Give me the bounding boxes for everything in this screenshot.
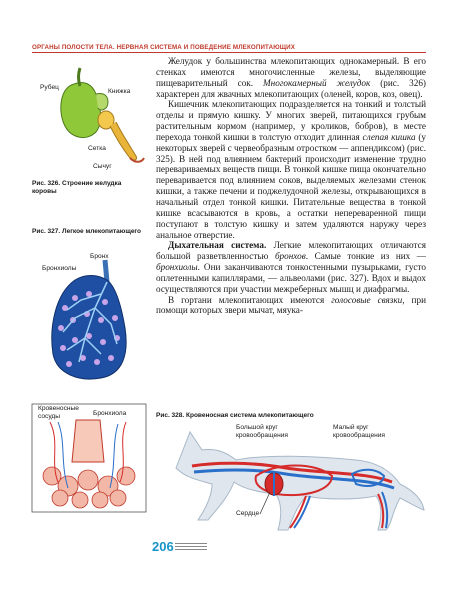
label-rumen: Рубец (40, 84, 59, 91)
paragraph-intestine (156, 99, 426, 240)
p4-text-a: В гортани млекопитающих имеются (168, 294, 332, 305)
label-heart: Сердце (236, 510, 260, 517)
caption-fig328: Рис. 328. Кровеносная система млекопитающего (156, 412, 314, 419)
p3-term-bronchi: бронхов (274, 251, 306, 262)
p4-text-b: , при помощи которых звери мычат, мяука- (156, 294, 426, 316)
body-text (156, 56, 426, 316)
p3-title: Дыхательная система. (168, 240, 267, 251)
p1-text-b: (рис. 326) характерен для жвачных млекопитающих (оленей, коров, коз, овец). (156, 77, 426, 99)
p2-text-a: Кишечник млекопитающих подразделяется на тонкий и толстый отделы и прямую кишку. У многих зверей, питающихся грубым растительным кормом (например, у кроликов, бобров), в месте перехода тонкой кишки в толстую отходит длинная (156, 99, 426, 142)
circulatory-system-illustration (156, 428, 426, 532)
p3-text-a: Легкие млекопитающих отличаются большой разветвленностью (156, 240, 426, 262)
label-reticulum: Сетка (88, 145, 106, 152)
label-bronchus: Бронх (90, 253, 109, 260)
label-bronchioles: Бронхиолы (42, 265, 77, 272)
p2-term: слепая кишка (362, 131, 416, 142)
caption-fig326: Рис. 326. Строение желудка коровы (32, 180, 122, 195)
paragraph-larynx (156, 295, 426, 317)
label-bronchiole: Бронхиола (93, 410, 127, 417)
p3-text-b: . Самые тонкие из них — (305, 251, 426, 262)
label-abomasum: Сычуг (93, 163, 112, 170)
paragraph-stomach (156, 56, 426, 99)
label-book: Книжка (108, 88, 131, 95)
header-rule (32, 52, 426, 53)
p3-term-bronchioles: бронхиолы (156, 262, 198, 273)
running-header: ОРГАНЫ ПОЛОСТИ ТЕЛА. НЕРВНАЯ СИСТЕМА И ПОВЕДЕНИЕ МЛЕКОПИТАЮЩИХ (32, 44, 296, 51)
label-small-circle: Малый круг кровообращения (333, 424, 386, 439)
caption-fig327: Рис. 327. Легкое млекопитающего (32, 228, 142, 235)
page-number-lines (175, 543, 207, 552)
p1-text-a: Желудок у большинства млекопитающих однокамерный. В его стенках имеются многочисленные железы, выделяющие пищеварительный сок. (156, 56, 426, 88)
p3-text-c: . Они заканчиваются тонкостенными пузырьками, густо оплетенными капиллярами, — альвеолами (рис. 327). Вдох и выдох осуществляются при участии межреберных мышц и диафрагмы. (156, 262, 426, 294)
page-number: 206 (152, 539, 174, 554)
label-big-circle: Большой круг кровообращения (236, 424, 289, 439)
cow-stomach-illustration (50, 62, 150, 170)
p4-term: голосовые связки (331, 294, 403, 305)
p1-term: Многокамерный желудок (263, 77, 371, 88)
paragraph-respiratory (156, 240, 426, 294)
label-vessels: Кровеносные сосуды (38, 405, 79, 420)
p2-text-b: (у некоторых зверей с червеобразным отростком — аппендиксом) (рис. 325). В ней под влиянием бактерий происходит изменение трудно перевариваемых веществ пищи. В тонкой кишке пища окончательно переваривается под влиянием соков, выделяемых железами стенок кишки, а также печени и поджелудочной железы, открывающихся в начальный отдел тонкой кишки. Питательные вещества в тонкой кишке всасываются в кровь, а остатки непереваренной пищи поступают в толстую кишку и затем удаляются наружу через анальное отверстие. (156, 131, 427, 240)
lung-illustration (45, 258, 150, 388)
alveoli-illustration (30, 402, 148, 514)
